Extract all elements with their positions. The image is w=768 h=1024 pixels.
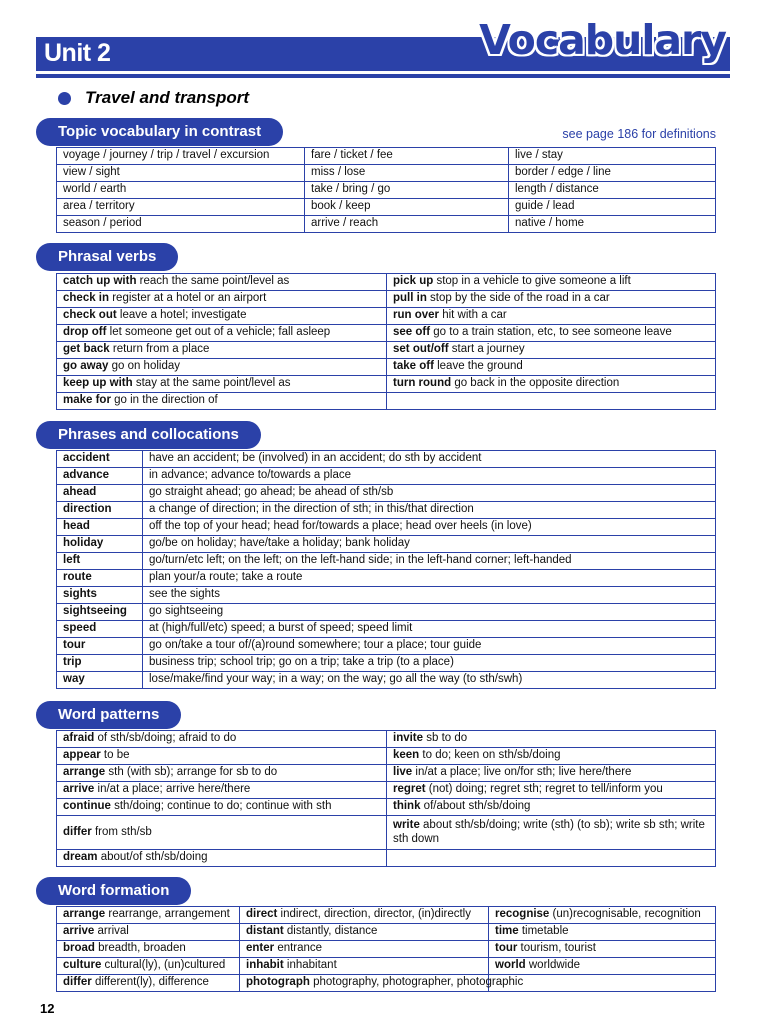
- keyword: live: [393, 766, 413, 779]
- definition: breadth, broaden: [94, 942, 186, 955]
- table-cell: at (high/full/etc) speed; a burst of speed; speed limit: [143, 621, 716, 638]
- table-row: [57, 799, 716, 816]
- table-cell: trip: [57, 655, 143, 672]
- table-row: [57, 570, 716, 587]
- table-cell: holiday: [57, 536, 143, 553]
- keyword: think: [393, 800, 421, 813]
- subtitle-text: Travel and transport: [85, 88, 250, 107]
- keyword: get back: [63, 343, 110, 356]
- keyword: time: [495, 925, 519, 938]
- definition: sth/doing; continue to do; continue with sth: [110, 800, 332, 813]
- table-row: [57, 216, 716, 233]
- table-row: [57, 502, 716, 519]
- table-cell: [57, 393, 387, 410]
- table-cell: [57, 359, 387, 376]
- table-row: [57, 274, 716, 291]
- table-cell: [57, 325, 387, 342]
- keyword: check in: [63, 292, 110, 305]
- definition: go to a train station, etc, to see someone leave: [430, 326, 672, 339]
- keyword: arrive: [63, 783, 95, 796]
- word-formation-table: [56, 906, 716, 992]
- table-cell: [387, 748, 716, 765]
- table-cell: go/turn/etc left; on the left; on the left-hand side; in the left-hand corner; left-handed: [143, 553, 716, 570]
- table-cell: [57, 958, 240, 975]
- definition: (un)recognisable, recognition: [549, 908, 701, 921]
- table-cell: in advance; advance to/towards a place: [143, 468, 716, 485]
- table-cell: plan your/a route; take a route: [143, 570, 716, 587]
- table-cell: view / sight: [57, 165, 305, 182]
- keyword: arrange: [63, 908, 106, 921]
- table-cell: route: [57, 570, 143, 587]
- table-row: [57, 765, 716, 782]
- table-cell: sightseeing: [57, 604, 143, 621]
- definition: rearrange, arrangement: [105, 908, 230, 921]
- definition: leave a hotel; investigate: [116, 309, 247, 322]
- table-cell: [57, 907, 240, 924]
- keyword: distant: [246, 925, 284, 938]
- keyword: appear: [63, 749, 101, 762]
- definition: stop by the side of the road in a car: [426, 292, 610, 305]
- table-cell: native / home: [509, 216, 716, 233]
- page-number: 12: [40, 1001, 55, 1016]
- keyword: differ: [63, 825, 92, 838]
- definition: different(ly), difference: [91, 976, 209, 989]
- definition: reach the same point/level as: [136, 275, 290, 288]
- table-row: [57, 672, 716, 689]
- table-cell: [57, 748, 387, 765]
- table-row: [57, 587, 716, 604]
- definition: start a journey: [448, 343, 525, 356]
- table-row: [57, 604, 716, 621]
- table-cell: [57, 941, 240, 958]
- table-cell: area / territory: [57, 199, 305, 216]
- table-cell: go on/take a tour of/(a)round somewhere; tour a place; tour guide: [143, 638, 716, 655]
- table-row: [57, 182, 716, 199]
- table-cell: advance: [57, 468, 143, 485]
- keyword: recognise: [495, 908, 550, 921]
- table-row: [57, 165, 716, 182]
- table-cell: guide / lead: [509, 199, 716, 216]
- keyword: enter: [246, 942, 275, 955]
- definition: go in the direction of: [110, 394, 218, 407]
- definition: photography, photographer, photographic: [309, 976, 524, 989]
- table-cell: [387, 308, 716, 325]
- table-cell: [57, 799, 387, 816]
- definition: return from a place: [109, 343, 210, 356]
- keyword: regret: [393, 783, 426, 796]
- keyword: culture: [63, 959, 102, 972]
- table-row: [57, 816, 716, 850]
- table-cell: [387, 850, 716, 867]
- table-cell: [387, 799, 716, 816]
- table-cell: [57, 816, 387, 850]
- table-cell: [387, 291, 716, 308]
- definition: register at a hotel or an airport: [109, 292, 267, 305]
- definition: of sth/sb/doing; afraid to do: [94, 732, 237, 745]
- table-row: [57, 393, 716, 410]
- definition: let someone get out of a vehicle; fall asleep: [106, 326, 331, 339]
- table-row: [57, 325, 716, 342]
- definition: go back in the opposite direction: [451, 377, 620, 390]
- keyword: arrive: [63, 925, 95, 938]
- table-row: [57, 468, 716, 485]
- definition: (not) doing; regret sth; regret to tell/inform you: [425, 783, 663, 796]
- table-cell: tour: [57, 638, 143, 655]
- table-cell: [57, 291, 387, 308]
- table-row: [57, 536, 716, 553]
- definition: arrival: [94, 925, 129, 938]
- table-cell: sights: [57, 587, 143, 604]
- bullet-icon: [58, 92, 71, 105]
- keyword: pick up: [393, 275, 434, 288]
- table-cell: [57, 308, 387, 325]
- unit-label: Unit 2: [44, 39, 111, 67]
- keyword: differ: [63, 976, 92, 989]
- keyword: make for: [63, 394, 111, 407]
- table-cell: [57, 376, 387, 393]
- definition: tourism, tourist: [517, 942, 596, 955]
- table-cell: business trip; school trip; go on a trip; take a trip (to a place): [143, 655, 716, 672]
- table-row: [57, 924, 716, 941]
- keyword: arrange: [63, 766, 106, 779]
- keyword: take off: [393, 360, 434, 373]
- table-cell: [57, 850, 387, 867]
- table-cell: [57, 782, 387, 799]
- definition: from sth/sb: [91, 825, 152, 838]
- table-cell: season / period: [57, 216, 305, 233]
- table-cell: [57, 975, 240, 992]
- table-cell: [387, 274, 716, 291]
- see-page-note: see page 186 for definitions: [562, 127, 716, 141]
- header-underline: [36, 74, 730, 78]
- definition: hit with a car: [439, 309, 507, 322]
- table-cell: world / earth: [57, 182, 305, 199]
- table-cell: [57, 765, 387, 782]
- definition: stop in a vehicle to give someone a lift: [433, 275, 631, 288]
- word-formation-heading: Word formation: [36, 877, 191, 905]
- table-cell: [387, 765, 716, 782]
- table-row: [57, 638, 716, 655]
- keyword: check out: [63, 309, 117, 322]
- table-cell: [240, 941, 489, 958]
- table-cell: arrive / reach: [305, 216, 509, 233]
- table-row: [57, 342, 716, 359]
- definition: leave the ground: [433, 360, 523, 373]
- table-row: [57, 451, 716, 468]
- table-cell: go straight ahead; go ahead; be ahead of sth/sb: [143, 485, 716, 502]
- table-row: [57, 359, 716, 376]
- topic-vocabulary-table: [56, 147, 716, 233]
- keyword: keep up with: [63, 377, 133, 390]
- definition: timetable: [518, 925, 569, 938]
- table-row: [57, 958, 716, 975]
- table-cell: [387, 325, 716, 342]
- table-cell: [57, 731, 387, 748]
- table-cell: [240, 907, 489, 924]
- keyword: broad: [63, 942, 95, 955]
- keyword: go away: [63, 360, 109, 373]
- table-cell: a change of direction; in the direction of sth; in this/that direction: [143, 502, 716, 519]
- table-cell: accident: [57, 451, 143, 468]
- keyword: inhabit: [246, 959, 284, 972]
- keyword: afraid: [63, 732, 95, 745]
- definition: about/of sth/sb/doing: [97, 851, 208, 864]
- table-row: [57, 308, 716, 325]
- table-cell: [489, 941, 716, 958]
- table-cell: [387, 816, 716, 850]
- table-cell: off the top of your head; head for/towards a place; head over heels (in love): [143, 519, 716, 536]
- phrasal-verbs-table: [56, 273, 716, 410]
- word-patterns-heading: Word patterns: [36, 701, 181, 729]
- table-cell: direction: [57, 502, 143, 519]
- definition: about sth/sb/doing; write (sth) (to sb); write sb sth; write sth down: [393, 819, 705, 845]
- table-cell: [489, 924, 716, 941]
- table-cell: fare / ticket / fee: [305, 148, 509, 165]
- definition: distantly, distance: [283, 925, 378, 938]
- table-cell: [387, 359, 716, 376]
- table-cell: voyage / journey / trip / travel / excursion: [57, 148, 305, 165]
- definition: in/at a place; live on/for sth; live here/there: [412, 766, 632, 779]
- table-cell: [387, 342, 716, 359]
- definition: indirect, direction, director, (in)directly: [277, 908, 471, 921]
- table-cell: book / keep: [305, 199, 509, 216]
- phrases-collocations-heading: Phrases and collocations: [36, 421, 261, 449]
- keyword: write: [393, 819, 420, 832]
- table-cell: [240, 975, 524, 992]
- definition: go on holiday: [108, 360, 181, 373]
- definition: to do; keen on sth/sb/doing: [419, 749, 561, 762]
- keyword: direct: [246, 908, 278, 921]
- table-cell: [489, 907, 716, 924]
- keyword: run over: [393, 309, 440, 322]
- table-row: [57, 553, 716, 570]
- table-row: [57, 941, 716, 958]
- definition: to be: [100, 749, 130, 762]
- definition: in/at a place; arrive here/there: [94, 783, 251, 796]
- keyword: dream: [63, 851, 98, 864]
- table-cell: speed: [57, 621, 143, 638]
- table-cell: go/be on holiday; have/take a holiday; bank holiday: [143, 536, 716, 553]
- table-cell: [387, 376, 716, 393]
- table-row: [57, 748, 716, 765]
- table-row: [57, 731, 716, 748]
- keyword: see off: [393, 326, 431, 339]
- collocations-table: [56, 450, 716, 689]
- page-title: Vocabulary: [479, 16, 726, 64]
- table-cell: [57, 342, 387, 359]
- table-row: [57, 975, 716, 992]
- definition: inhabitant: [283, 959, 337, 972]
- keyword: tour: [495, 942, 518, 955]
- table-cell: miss / lose: [305, 165, 509, 182]
- table-row: [57, 519, 716, 536]
- table-cell: go sightseeing: [143, 604, 716, 621]
- keyword: catch up with: [63, 275, 137, 288]
- table-row: [57, 291, 716, 308]
- definition: cultural(ly), (un)cultured: [101, 959, 226, 972]
- table-cell: [489, 958, 716, 975]
- table-cell: border / edge / line: [509, 165, 716, 182]
- definition: entrance: [274, 942, 323, 955]
- table-row: [57, 376, 716, 393]
- table-cell: take / bring / go: [305, 182, 509, 199]
- table-row: [57, 907, 716, 924]
- table-row: [57, 655, 716, 672]
- table-cell: have an accident; be (involved) in an accident; do sth by accident: [143, 451, 716, 468]
- keyword: world: [495, 959, 526, 972]
- table-row: [57, 621, 716, 638]
- table-cell: lose/make/find your way; in a way; on the way; go all the way (to sth/swh): [143, 672, 716, 689]
- table-row: [57, 782, 716, 799]
- keyword: continue: [63, 800, 111, 813]
- keyword: photograph: [246, 976, 310, 989]
- definition: sb to do: [423, 732, 468, 745]
- table-cell: left: [57, 553, 143, 570]
- definition: stay at the same point/level as: [132, 377, 291, 390]
- table-cell: [387, 731, 716, 748]
- table-cell: [387, 782, 716, 799]
- table-cell: [240, 958, 489, 975]
- word-patterns-table: [56, 730, 716, 867]
- table-row: [57, 148, 716, 165]
- table-cell: length / distance: [509, 182, 716, 199]
- definition: worldwide: [525, 959, 580, 972]
- definition: sth (with sb); arrange for sb to do: [105, 766, 278, 779]
- phrasal-verbs-heading: Phrasal verbs: [36, 243, 178, 271]
- table-row: [57, 485, 716, 502]
- table-cell: head: [57, 519, 143, 536]
- keyword: invite: [393, 732, 424, 745]
- table-cell: way: [57, 672, 143, 689]
- table-row: [57, 850, 716, 867]
- table-cell: ahead: [57, 485, 143, 502]
- keyword: set out/off: [393, 343, 449, 356]
- table-row: [57, 199, 716, 216]
- keyword: keen: [393, 749, 420, 762]
- keyword: turn round: [393, 377, 452, 390]
- keyword: pull in: [393, 292, 427, 305]
- table-cell: [387, 393, 716, 410]
- table-cell: see the sights: [143, 587, 716, 604]
- topic-vocabulary-heading: Topic vocabulary in contrast: [36, 118, 283, 146]
- section-subtitle: [58, 88, 249, 108]
- table-cell: [57, 274, 387, 291]
- table-cell: live / stay: [509, 148, 716, 165]
- table-cell: [240, 924, 489, 941]
- definition: of/about sth/sb/doing: [420, 800, 531, 813]
- table-cell: [57, 924, 240, 941]
- keyword: drop off: [63, 326, 107, 339]
